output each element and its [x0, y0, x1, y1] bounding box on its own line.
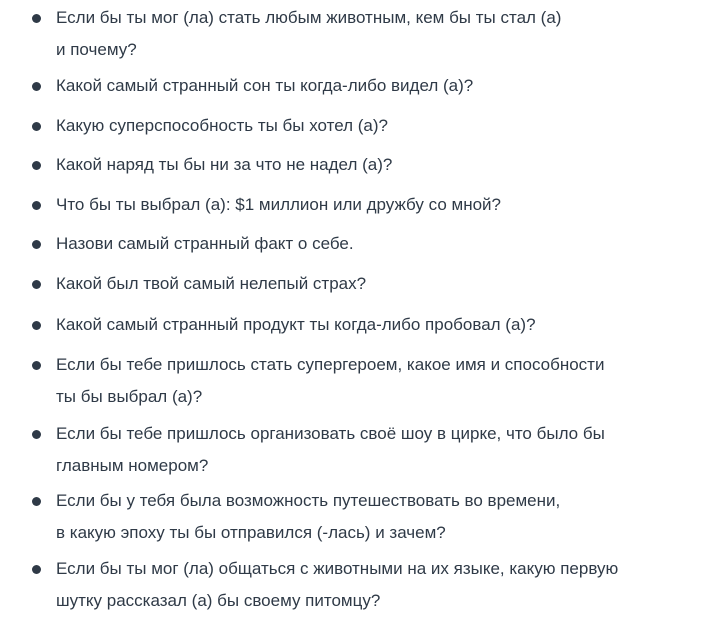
list-item-line: Если бы тебе пришлось организовать своё шоу в цирке, что было бы: [56, 424, 605, 443]
bullet-icon: [32, 321, 41, 330]
bullet-icon: [32, 430, 41, 439]
list-item-line: ты бы выбрал (а)?: [56, 387, 203, 406]
list-item-text: [56, 149, 686, 181]
list-item-text: [56, 70, 686, 102]
list-item-line: Какой самый странный продукт ты когда-либо пробовал (а)?: [56, 315, 536, 334]
list-item-line: Что бы ты выбрал (а): $1 миллион или дружбу со мной?: [56, 195, 501, 214]
list-item-text: [56, 189, 686, 221]
list-item-line: в какую эпоху ты бы отправился (-лась) и зачем?: [56, 523, 446, 542]
bullet-icon: [32, 161, 41, 170]
list-item-text: [56, 553, 686, 617]
list-item-text: [56, 418, 686, 482]
list-item-text: [56, 2, 686, 66]
list-item-line: Если бы у тебя была возможность путешествовать во времени,: [56, 491, 561, 510]
bullet-icon: [32, 565, 41, 574]
list-item-line: шутку рассказал (а) бы своему питомцу?: [56, 591, 381, 610]
list-item-line: Какой был твой самый нелепый страх?: [56, 274, 367, 293]
list-item-line: Какой наряд ты бы ни за что не надел (а)?: [56, 155, 393, 174]
bullet-icon: [32, 497, 41, 506]
list-item-line: Назови самый странный факт о себе.: [56, 234, 354, 253]
list-item-text: [56, 485, 686, 549]
bullet-icon: [32, 240, 41, 249]
list-item-line: Если бы тебе пришлось стать супергероем, какое имя и способности: [56, 355, 605, 374]
bullet-icon: [32, 82, 41, 91]
list-item-text: [56, 309, 686, 341]
list-item-text: [56, 349, 686, 413]
bullet-icon: [32, 361, 41, 370]
list-item-line: Если бы ты мог (ла) общаться с животными на их языке, какую первую: [56, 559, 619, 578]
bullet-icon: [32, 122, 41, 131]
list-item-line: Какой самый странный сон ты когда-либо видел (а)?: [56, 76, 474, 95]
list-item-line: Если бы ты мог (ла) стать любым животным, кем бы ты стал (а): [56, 8, 562, 27]
list-item-text: [56, 228, 686, 260]
list-item-text: [56, 268, 686, 300]
list-item-line: и почему?: [56, 40, 137, 59]
bullet-icon: [32, 201, 41, 210]
list-item-text: [56, 110, 686, 142]
list-item-line: Какую суперспособность ты бы хотел (а)?: [56, 116, 388, 135]
list-item-line: главным номером?: [56, 456, 209, 475]
bullet-icon: [32, 280, 41, 289]
bullet-icon: [32, 14, 41, 23]
